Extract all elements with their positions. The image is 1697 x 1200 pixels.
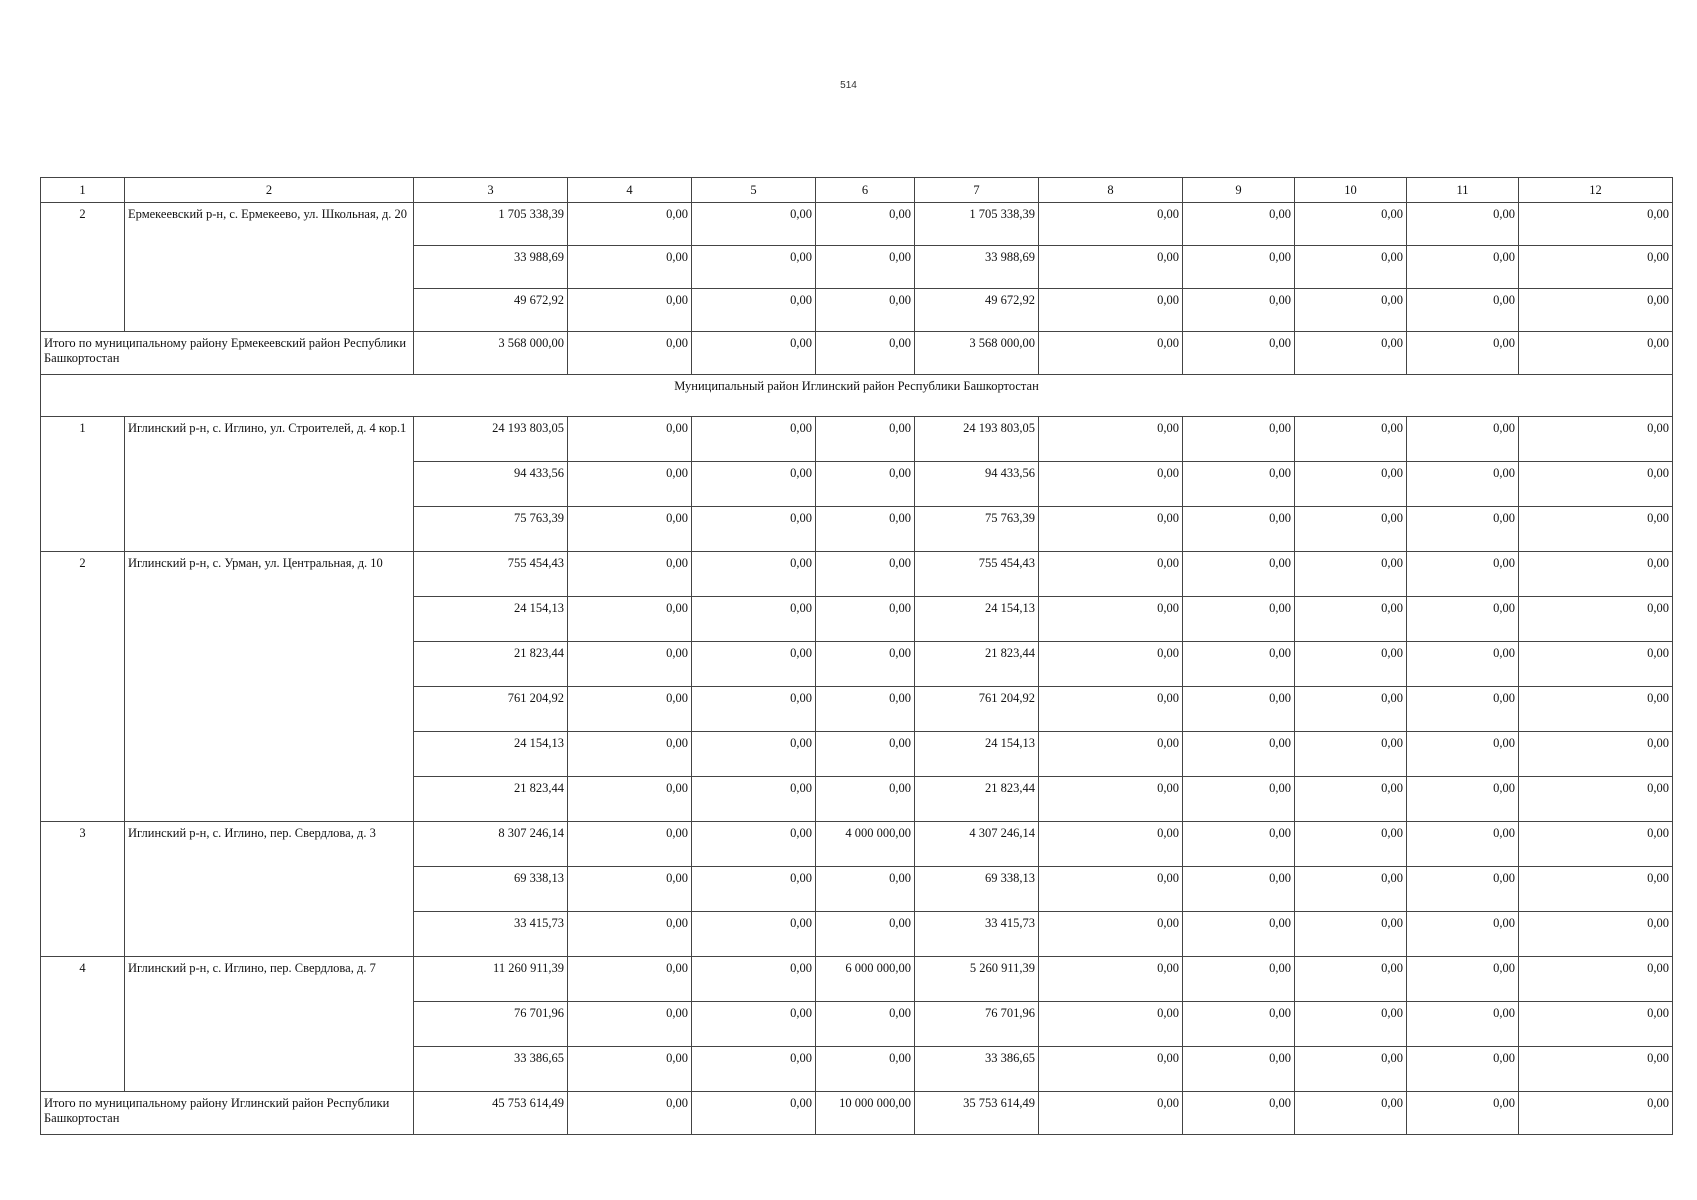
value-cell: 0,00: [1039, 822, 1183, 867]
value-cell: 0,00: [1039, 732, 1183, 777]
value-cell: 0,00: [1407, 552, 1519, 597]
value-cell: 0,00: [1183, 912, 1295, 957]
value-cell: 0,00: [1407, 957, 1519, 1002]
table-body: [41, 178, 1673, 1135]
value-cell: 0,00: [1407, 1047, 1519, 1092]
value-cell: 0,00: [1295, 332, 1407, 375]
total-row: [41, 1092, 1673, 1135]
value-cell: 0,00: [816, 642, 915, 687]
value-cell: 0,00: [1407, 822, 1519, 867]
value-cell: 0,00: [1039, 777, 1183, 822]
value-cell: 0,00: [1039, 332, 1183, 375]
total-label: Итого по муниципальному району Иглинский район Республики Башкортостан: [41, 1092, 414, 1135]
value-cell: 0,00: [692, 289, 816, 332]
row-index: 4: [41, 957, 125, 1092]
value-cell: 0,00: [1295, 732, 1407, 777]
value-cell: 1 705 338,39: [414, 203, 568, 246]
value-cell: 0,00: [692, 912, 816, 957]
row-index: 3: [41, 822, 125, 957]
value-cell: 755 454,43: [414, 552, 568, 597]
value-cell: 4 000 000,00: [816, 822, 915, 867]
value-cell: 76 701,96: [414, 1002, 568, 1047]
value-cell: 0,00: [1295, 507, 1407, 552]
value-cell: 0,00: [1407, 203, 1519, 246]
value-cell: 0,00: [1183, 417, 1295, 462]
value-cell: 1 705 338,39: [915, 203, 1039, 246]
value-cell: 33 415,73: [414, 912, 568, 957]
value-cell: 24 154,13: [915, 732, 1039, 777]
value-cell: 0,00: [1039, 1047, 1183, 1092]
value-cell: 0,00: [1519, 912, 1673, 957]
value-cell: 0,00: [1183, 552, 1295, 597]
value-cell: 0,00: [816, 552, 915, 597]
value-cell: 0,00: [568, 462, 692, 507]
value-cell: 0,00: [568, 507, 692, 552]
value-cell: 0,00: [692, 777, 816, 822]
value-cell: 10 000 000,00: [816, 1092, 915, 1135]
total-row: [41, 332, 1673, 375]
value-cell: 75 763,39: [414, 507, 568, 552]
value-cell: 33 386,65: [915, 1047, 1039, 1092]
value-cell: 69 338,13: [414, 867, 568, 912]
value-cell: 0,00: [1039, 687, 1183, 732]
value-cell: 0,00: [692, 867, 816, 912]
column-header: 10: [1295, 178, 1407, 203]
address-cell: Иглинский р-н, с. Иглино, ул. Строителей, д. 4 кор.1: [125, 417, 414, 552]
value-cell: 0,00: [692, 203, 816, 246]
value-cell: 0,00: [1183, 289, 1295, 332]
value-cell: 0,00: [1519, 246, 1673, 289]
value-cell: 0,00: [568, 687, 692, 732]
value-cell: 0,00: [1039, 597, 1183, 642]
value-cell: 0,00: [1519, 1047, 1673, 1092]
value-cell: 0,00: [1183, 462, 1295, 507]
value-cell: 0,00: [1039, 289, 1183, 332]
value-cell: 0,00: [1519, 507, 1673, 552]
value-cell: 0,00: [1407, 687, 1519, 732]
value-cell: 761 204,92: [915, 687, 1039, 732]
row-index: 1: [41, 417, 125, 552]
value-cell: 0,00: [1407, 867, 1519, 912]
value-cell: 24 193 803,05: [915, 417, 1039, 462]
value-cell: 21 823,44: [915, 777, 1039, 822]
column-header: 4: [568, 178, 692, 203]
value-cell: 0,00: [1407, 332, 1519, 375]
value-cell: 0,00: [692, 417, 816, 462]
value-cell: 24 154,13: [414, 597, 568, 642]
value-cell: 0,00: [568, 912, 692, 957]
value-cell: 0,00: [568, 642, 692, 687]
value-cell: 0,00: [1407, 912, 1519, 957]
column-header: 11: [1407, 178, 1519, 203]
value-cell: 0,00: [1039, 552, 1183, 597]
column-header: 6: [816, 178, 915, 203]
value-cell: 0,00: [816, 507, 915, 552]
value-cell: 0,00: [1183, 732, 1295, 777]
value-cell: 0,00: [1407, 777, 1519, 822]
value-cell: 0,00: [1407, 1092, 1519, 1135]
value-cell: 0,00: [1039, 642, 1183, 687]
value-cell: 0,00: [692, 332, 816, 375]
header-row: [41, 178, 1673, 203]
table-row: [41, 203, 1673, 246]
value-cell: 0,00: [816, 332, 915, 375]
value-cell: 0,00: [1407, 462, 1519, 507]
value-cell: 0,00: [692, 687, 816, 732]
value-cell: 0,00: [1039, 507, 1183, 552]
value-cell: 0,00: [816, 1047, 915, 1092]
value-cell: 0,00: [1295, 1047, 1407, 1092]
value-cell: 0,00: [1295, 1092, 1407, 1135]
value-cell: 21 823,44: [414, 642, 568, 687]
value-cell: 24 154,13: [915, 597, 1039, 642]
address-cell: Ермекеевский р-н, с. Ермекеево, ул. Школьная, д. 20: [125, 203, 414, 332]
value-cell: 6 000 000,00: [816, 957, 915, 1002]
table-row: [41, 957, 1673, 1002]
value-cell: 0,00: [1183, 867, 1295, 912]
value-cell: 0,00: [1183, 1002, 1295, 1047]
value-cell: 0,00: [692, 957, 816, 1002]
value-cell: 21 823,44: [414, 777, 568, 822]
value-cell: 0,00: [1183, 332, 1295, 375]
value-cell: 0,00: [816, 417, 915, 462]
value-cell: 0,00: [692, 507, 816, 552]
value-cell: 0,00: [1039, 867, 1183, 912]
value-cell: 76 701,96: [915, 1002, 1039, 1047]
row-index: 2: [41, 552, 125, 822]
value-cell: 0,00: [816, 732, 915, 777]
value-cell: 3 568 000,00: [915, 332, 1039, 375]
value-cell: 0,00: [1519, 552, 1673, 597]
page-number: 514: [840, 80, 857, 91]
table-row: [41, 822, 1673, 867]
value-cell: 0,00: [1407, 732, 1519, 777]
value-cell: 4 307 246,14: [915, 822, 1039, 867]
value-cell: 0,00: [816, 777, 915, 822]
value-cell: 0,00: [1039, 203, 1183, 246]
value-cell: 0,00: [1519, 642, 1673, 687]
value-cell: 0,00: [1039, 1092, 1183, 1135]
total-label: Итого по муниципальному району Ермекеевский район Республики Башкортостан: [41, 332, 414, 375]
value-cell: 0,00: [692, 462, 816, 507]
value-cell: 761 204,92: [414, 687, 568, 732]
column-header: 7: [915, 178, 1039, 203]
value-cell: 0,00: [1519, 732, 1673, 777]
value-cell: 0,00: [692, 597, 816, 642]
value-cell: 0,00: [1183, 957, 1295, 1002]
value-cell: 0,00: [816, 597, 915, 642]
value-cell: 0,00: [692, 1002, 816, 1047]
value-cell: 33 415,73: [915, 912, 1039, 957]
value-cell: 33 386,65: [414, 1047, 568, 1092]
column-header: 3: [414, 178, 568, 203]
value-cell: 0,00: [692, 1092, 816, 1135]
value-cell: 0,00: [816, 462, 915, 507]
value-cell: 0,00: [692, 642, 816, 687]
value-cell: 24 193 803,05: [414, 417, 568, 462]
value-cell: 0,00: [1295, 642, 1407, 687]
value-cell: 0,00: [1407, 417, 1519, 462]
value-cell: 11 260 911,39: [414, 957, 568, 1002]
value-cell: 0,00: [1519, 417, 1673, 462]
value-cell: 0,00: [1183, 597, 1295, 642]
value-cell: 0,00: [1183, 687, 1295, 732]
value-cell: 0,00: [568, 417, 692, 462]
value-cell: 75 763,39: [915, 507, 1039, 552]
value-cell: 0,00: [568, 867, 692, 912]
value-cell: 49 672,92: [915, 289, 1039, 332]
value-cell: 0,00: [1295, 867, 1407, 912]
value-cell: 0,00: [1039, 417, 1183, 462]
value-cell: 94 433,56: [915, 462, 1039, 507]
value-cell: 0,00: [1519, 289, 1673, 332]
value-cell: 0,00: [1407, 1002, 1519, 1047]
value-cell: 0,00: [1407, 642, 1519, 687]
value-cell: 5 260 911,39: [915, 957, 1039, 1002]
section-row: [41, 375, 1673, 417]
value-cell: 0,00: [1295, 822, 1407, 867]
column-header: 1: [41, 178, 125, 203]
value-cell: 0,00: [1519, 203, 1673, 246]
value-cell: 0,00: [1295, 246, 1407, 289]
value-cell: 0,00: [1039, 246, 1183, 289]
value-cell: 0,00: [816, 289, 915, 332]
value-cell: 0,00: [1407, 507, 1519, 552]
value-cell: 0,00: [1519, 957, 1673, 1002]
value-cell: 0,00: [1519, 777, 1673, 822]
value-cell: 69 338,13: [915, 867, 1039, 912]
value-cell: 0,00: [1183, 1047, 1295, 1092]
column-header: 8: [1039, 178, 1183, 203]
address-cell: Иглинский р-н, с. Иглино, пер. Свердлова, д. 3: [125, 822, 414, 957]
value-cell: 0,00: [816, 687, 915, 732]
value-cell: 0,00: [1519, 1092, 1673, 1135]
value-cell: 0,00: [1183, 642, 1295, 687]
value-cell: 3 568 000,00: [414, 332, 568, 375]
value-cell: 0,00: [692, 552, 816, 597]
value-cell: 0,00: [1407, 289, 1519, 332]
value-cell: 0,00: [816, 1002, 915, 1047]
column-header: 12: [1519, 178, 1673, 203]
value-cell: 0,00: [568, 822, 692, 867]
value-cell: 0,00: [1039, 1002, 1183, 1047]
value-cell: 0,00: [1295, 777, 1407, 822]
value-cell: 33 988,69: [414, 246, 568, 289]
value-cell: 0,00: [1183, 246, 1295, 289]
value-cell: 0,00: [568, 552, 692, 597]
value-cell: 0,00: [1519, 822, 1673, 867]
column-header: 5: [692, 178, 816, 203]
value-cell: 0,00: [692, 246, 816, 289]
value-cell: 0,00: [1519, 687, 1673, 732]
value-cell: 0,00: [568, 289, 692, 332]
value-cell: 0,00: [1295, 289, 1407, 332]
value-cell: 0,00: [1183, 507, 1295, 552]
value-cell: 0,00: [568, 597, 692, 642]
value-cell: 0,00: [1295, 597, 1407, 642]
value-cell: 0,00: [568, 777, 692, 822]
value-cell: 0,00: [816, 246, 915, 289]
value-cell: 8 307 246,14: [414, 822, 568, 867]
value-cell: 0,00: [568, 332, 692, 375]
data-table: [40, 177, 1673, 1135]
value-cell: 0,00: [816, 203, 915, 246]
value-cell: 755 454,43: [915, 552, 1039, 597]
value-cell: 0,00: [1039, 957, 1183, 1002]
section-title: Муниципальный район Иглинский район Республики Башкортостан: [41, 375, 1673, 417]
value-cell: 0,00: [1295, 203, 1407, 246]
value-cell: 0,00: [568, 957, 692, 1002]
address-cell: Иглинский р-н, с. Урман, ул. Центральная, д. 10: [125, 552, 414, 822]
value-cell: 0,00: [1295, 957, 1407, 1002]
column-header: 9: [1183, 178, 1295, 203]
row-index: 2: [41, 203, 125, 332]
value-cell: 24 154,13: [414, 732, 568, 777]
value-cell: 0,00: [568, 1002, 692, 1047]
value-cell: 0,00: [1519, 332, 1673, 375]
value-cell: 94 433,56: [414, 462, 568, 507]
value-cell: 0,00: [692, 732, 816, 777]
value-cell: 0,00: [1295, 687, 1407, 732]
value-cell: 0,00: [568, 203, 692, 246]
value-cell: 49 672,92: [414, 289, 568, 332]
value-cell: 0,00: [1519, 462, 1673, 507]
table-row: [41, 552, 1673, 597]
value-cell: 0,00: [568, 1047, 692, 1092]
value-cell: 45 753 614,49: [414, 1092, 568, 1135]
value-cell: 0,00: [692, 1047, 816, 1092]
table-row: [41, 417, 1673, 462]
value-cell: 0,00: [1519, 1002, 1673, 1047]
value-cell: 0,00: [816, 912, 915, 957]
value-cell: 0,00: [1295, 1002, 1407, 1047]
value-cell: 0,00: [1295, 462, 1407, 507]
value-cell: 0,00: [692, 822, 816, 867]
value-cell: 0,00: [1295, 552, 1407, 597]
value-cell: 0,00: [1183, 777, 1295, 822]
value-cell: 0,00: [568, 246, 692, 289]
value-cell: 21 823,44: [915, 642, 1039, 687]
value-cell: 35 753 614,49: [915, 1092, 1039, 1135]
value-cell: 0,00: [1295, 417, 1407, 462]
value-cell: 0,00: [1407, 246, 1519, 289]
value-cell: 0,00: [1183, 822, 1295, 867]
value-cell: 0,00: [1519, 867, 1673, 912]
value-cell: 0,00: [816, 867, 915, 912]
value-cell: 0,00: [568, 732, 692, 777]
value-cell: 0,00: [1295, 912, 1407, 957]
value-cell: 0,00: [1519, 597, 1673, 642]
column-header: 2: [125, 178, 414, 203]
value-cell: 0,00: [1039, 912, 1183, 957]
value-cell: 0,00: [1183, 203, 1295, 246]
value-cell: 0,00: [568, 1092, 692, 1135]
value-cell: 0,00: [1407, 597, 1519, 642]
value-cell: 33 988,69: [915, 246, 1039, 289]
address-cell: Иглинский р-н, с. Иглино, пер. Свердлова, д. 7: [125, 957, 414, 1092]
value-cell: 0,00: [1039, 462, 1183, 507]
value-cell: 0,00: [1183, 1092, 1295, 1135]
